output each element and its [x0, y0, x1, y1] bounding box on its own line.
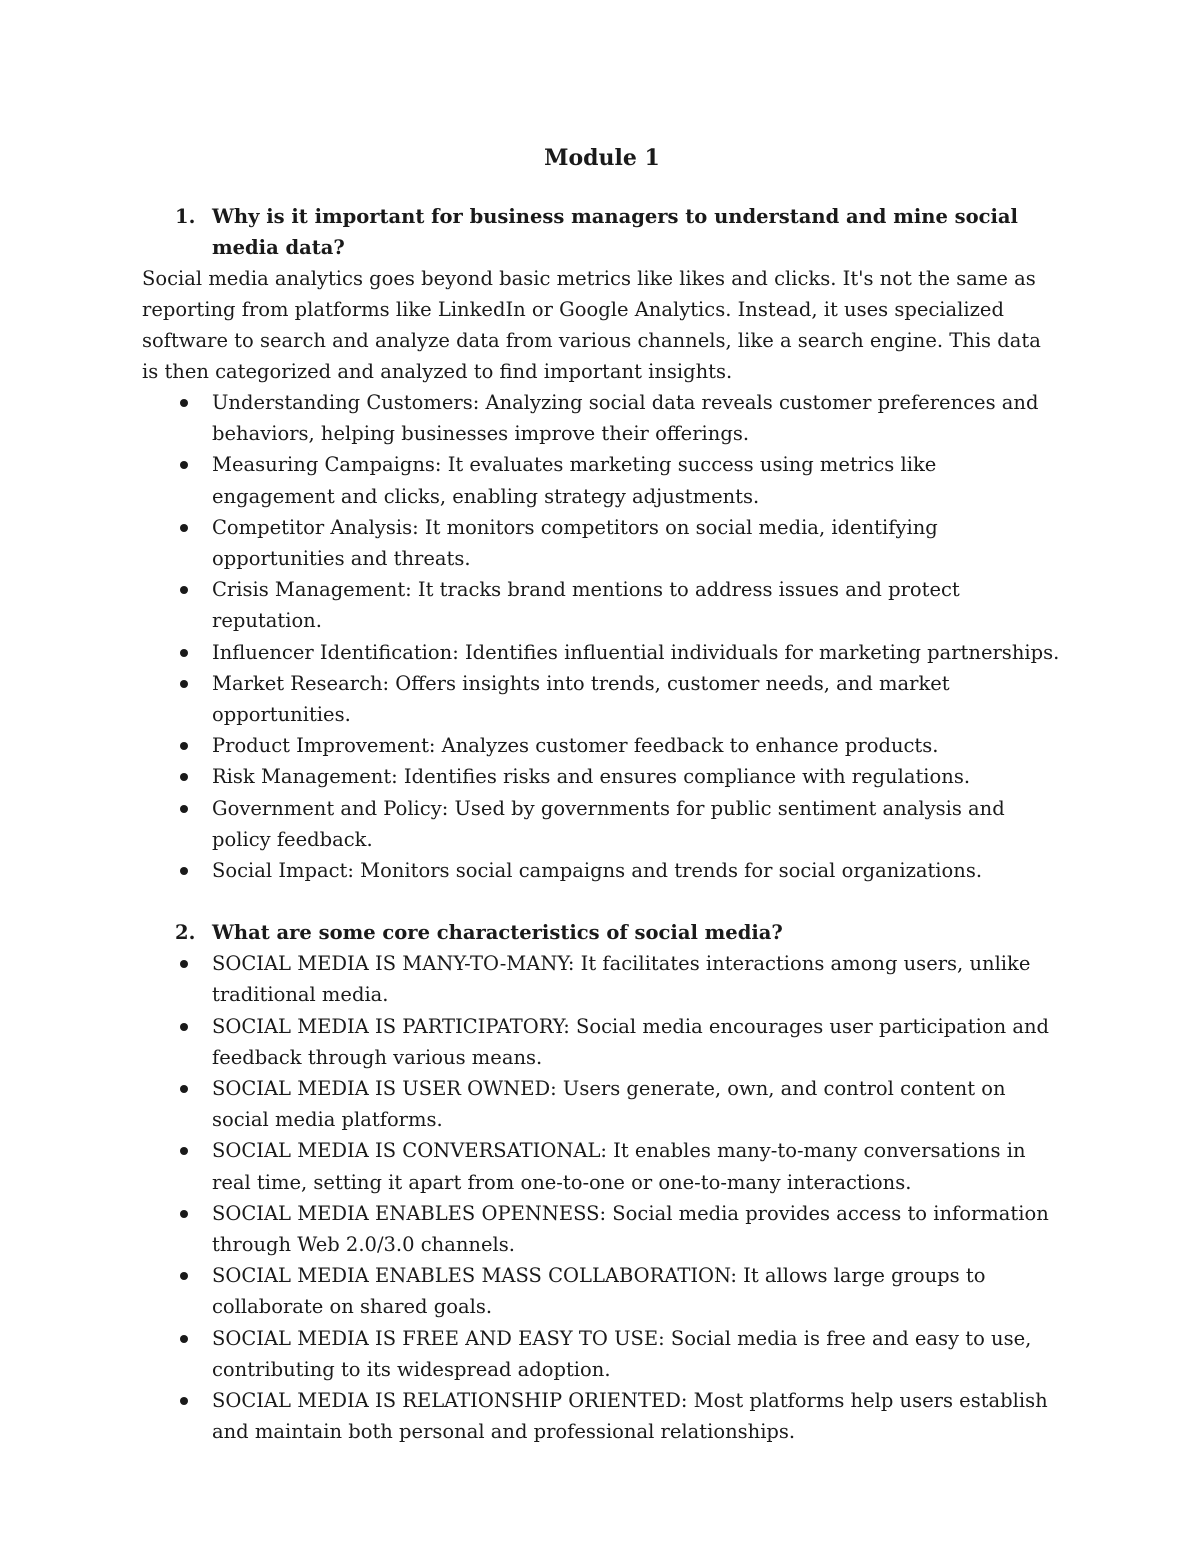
list-item: SOCIAL MEDIA IS PARTICIPATORY: Social media encourages user participation and feedback through various means. — [142, 1011, 1062, 1073]
bullet-icon — [180, 1397, 188, 1405]
question-text: Why is it important for business managers to understand and mine social media data? — [212, 205, 1018, 259]
bullet-list — [142, 387, 1062, 886]
section-spacer — [142, 886, 1062, 917]
intro-paragraph: Social media analytics goes beyond basic metrics like likes and clicks. It's not the same as reporting from platforms like LinkedIn or Google Analytics. Instead, it uses specialized software to search and analyze data from various channels, like a search engine. This data is then categorized and analyzed to find important insights. — [142, 267, 1041, 383]
question-number: 2. — [175, 921, 196, 945]
bullet-icon — [180, 1272, 188, 1280]
list-item: SOCIAL MEDIA IS FREE AND EASY TO USE: Social media is free and easy to use, contributing to its widespread adoption. — [142, 1323, 1062, 1385]
bullet-icon — [180, 960, 188, 968]
bullet-icon — [180, 1335, 188, 1343]
list-item: SOCIAL MEDIA IS CONVERSATIONAL: It enables many-to-many conversations in real time, setting it apart from one-to-one or one-to-many interactions. — [142, 1135, 1062, 1197]
list-item: Crisis Management: It tracks brand mentions to address issues and protect reputation. — [142, 574, 1062, 636]
section-1 — [142, 201, 1062, 886]
bullet-icon — [180, 461, 188, 469]
list-item: Measuring Campaigns: It evaluates marketing success using metrics like engagement and clicks, enabling strategy adjustments. — [142, 449, 1062, 511]
list-item: Competitor Analysis: It monitors competitors on social media, identifying opportunities and threats. — [142, 512, 1062, 574]
bullet-icon — [180, 649, 188, 657]
bullet-icon — [180, 680, 188, 688]
list-item: SOCIAL MEDIA ENABLES MASS COLLABORATION: It allows large groups to collaborate on shared goals. — [142, 1260, 1062, 1322]
section-2 — [142, 917, 1062, 1447]
list-item: SOCIAL MEDIA IS USER OWNED: Users generate, own, and control content on social media platforms. — [142, 1073, 1062, 1135]
bullet-icon — [180, 867, 188, 875]
list-item: SOCIAL MEDIA ENABLES OPENNESS: Social media provides access to information through Web 2.0/3.0 channels. — [142, 1198, 1062, 1260]
list-item: SOCIAL MEDIA IS MANY-TO-MANY: It facilitates interactions among users, unlike traditional media. — [142, 948, 1062, 1010]
question-text: What are some core characteristics of social media? — [212, 921, 783, 945]
question-heading — [142, 201, 1062, 263]
bullet-icon — [180, 1147, 188, 1155]
bullet-icon — [180, 399, 188, 407]
bullet-icon — [180, 805, 188, 813]
list-item: Product Improvement: Analyzes customer feedback to enhance products. — [142, 730, 1062, 761]
list-item: Market Research: Offers insights into trends, customer needs, and market opportunities. — [142, 668, 1062, 730]
list-item: Influencer Identification: Identifies influential individuals for marketing partnerships. — [142, 637, 1062, 668]
page-title: Module 1 — [544, 145, 660, 171]
bullet-icon — [180, 773, 188, 781]
bullet-list — [142, 948, 1062, 1447]
bullet-icon — [180, 524, 188, 532]
list-item: Understanding Customers: Analyzing social data reveals customer preferences and behaviors, helping businesses improve their offerings. — [142, 387, 1062, 449]
bullet-icon — [180, 1210, 188, 1218]
question-heading — [142, 917, 1062, 948]
list-item: Government and Policy: Used by governments for public sentiment analysis and policy feedback. — [142, 793, 1062, 855]
bullet-icon — [180, 1023, 188, 1031]
bullet-icon — [180, 742, 188, 750]
bullet-icon — [180, 586, 188, 594]
list-item: Social Impact: Monitors social campaigns and trends for social organizations. — [142, 855, 1062, 886]
question-number: 1. — [175, 205, 196, 228]
list-item: SOCIAL MEDIA IS RELATIONSHIP ORIENTED: Most platforms help users establish and maintain both personal and professional relationships. — [142, 1385, 1062, 1447]
bullet-icon — [180, 1085, 188, 1093]
document-page — [142, 142, 1062, 1448]
list-item: Risk Management: Identifies risks and ensures compliance with regulations. — [142, 761, 1062, 792]
